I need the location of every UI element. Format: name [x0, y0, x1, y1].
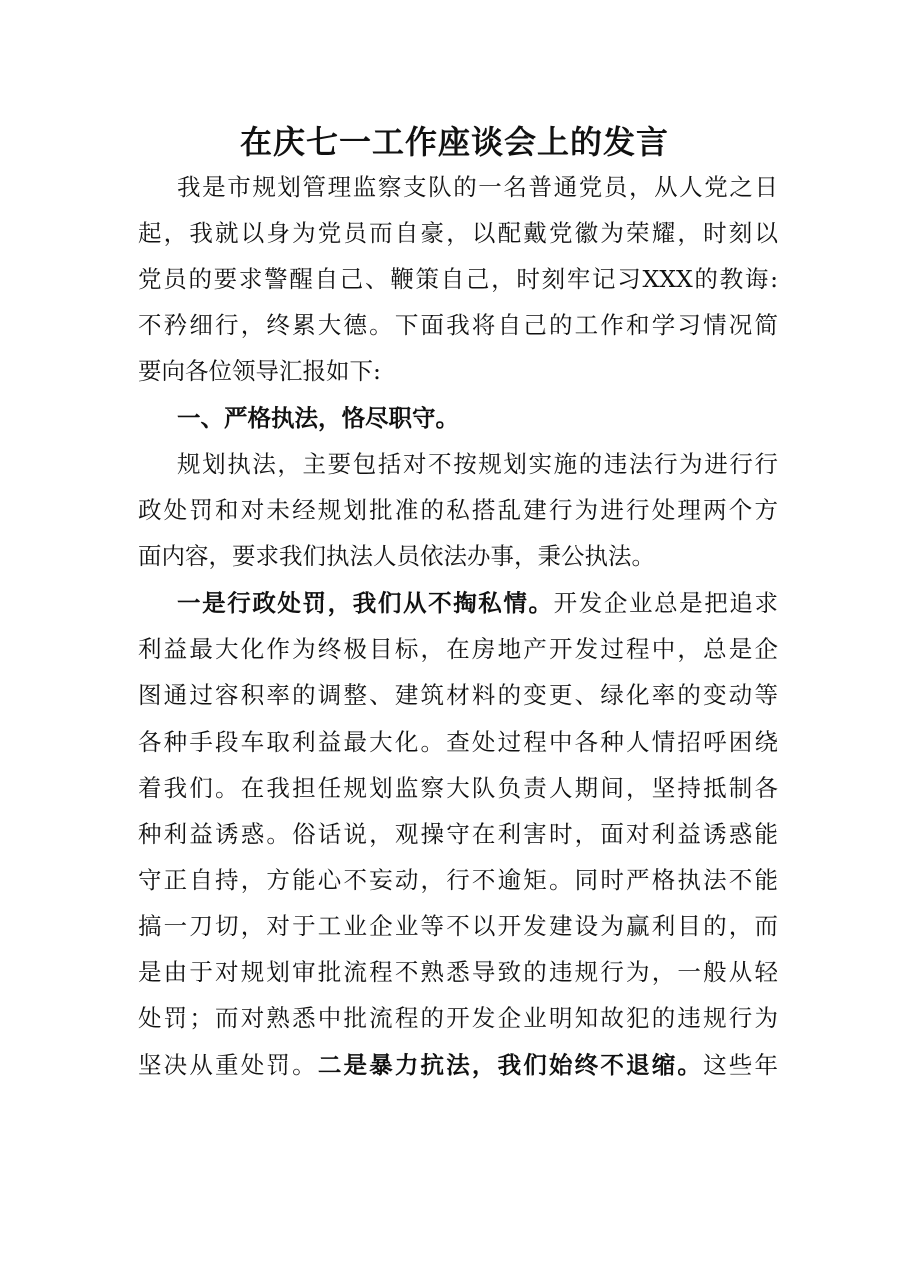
intro-line-4: 不矜细行，终累大德。下面我将自己的工作和学习情况简	[138, 311, 778, 339]
para2-line-6: 种利益诱惑。俗话说，观操守在利害时，面对利益诱惑能	[138, 820, 778, 848]
para2-final-bold: 二是暴力抗法，我们始终不退缩。	[317, 1051, 704, 1079]
intro-line-5: 要向各位领导汇报如下:	[138, 357, 381, 385]
intro-line-3: 党员的要求警醒自己、鞭策自己，时刻牢记习XXX的教诲:	[138, 265, 778, 293]
para2-line-11	[138, 1050, 778, 1080]
intro-line-2: 起，我就以身为党员而自豪，以配戴党徽为荣耀，时刻以	[138, 219, 778, 247]
para1-line-3: 面内容，要求我们执法人员依法办事，秉公执法。	[138, 542, 655, 570]
para2-line-10: 处罚；而对熟悉中批流程的开发企业明知故犯的违规行为	[138, 1004, 778, 1032]
para2-lead-rest: 开发企业总是把追求	[553, 589, 778, 617]
para1-line-1: 规划执法，主要包括对不按规划实施的违法行为进行行	[177, 450, 778, 478]
section-heading: 一、严格执法，恪尽职守。	[177, 404, 459, 432]
para2-line-3: 图通过容积率的调整、建筑材料的变更、绿化率的变动等	[138, 681, 778, 709]
para2-final-start: 坚决从重处罚。	[138, 1051, 318, 1079]
para2-line-8: 搞一刀切，对于工业企业等不以开发建设为赢利目的，而	[138, 912, 778, 940]
para2-line-4: 各种手段车取利益最大化。查处过程中各种人情招呼困绕	[138, 728, 778, 756]
document-title: 在庆七一工作座谈会上的发言	[239, 123, 669, 161]
para2-line-9: 是由于对规划审批流程不熟悉导致的违规行为，一般从轻	[138, 958, 778, 986]
intro-line-1: 我是市规划管理监察支队的一名普通党员，从人党之日	[177, 173, 778, 201]
para2-line-7: 守正自持，方能心不妄动，行不逾矩。同时严格执法不能	[138, 866, 778, 894]
para1-line-2: 政处罚和对未经规划批准的私搭乱建行为进行处理两个方	[138, 496, 778, 524]
para2-lead-bold: 一是行政处罚，我们从不掏私情。	[177, 589, 554, 617]
para2-line-2: 利益最大化作为终极目标，在房地产开发过程中，总是企	[138, 635, 778, 663]
para2-line-5: 着我们。在我担任规划监察大队负责人期间，坚持抵制各	[138, 774, 778, 802]
para2-final-end: 这些年	[703, 1051, 778, 1079]
para2-line-1	[138, 588, 778, 618]
